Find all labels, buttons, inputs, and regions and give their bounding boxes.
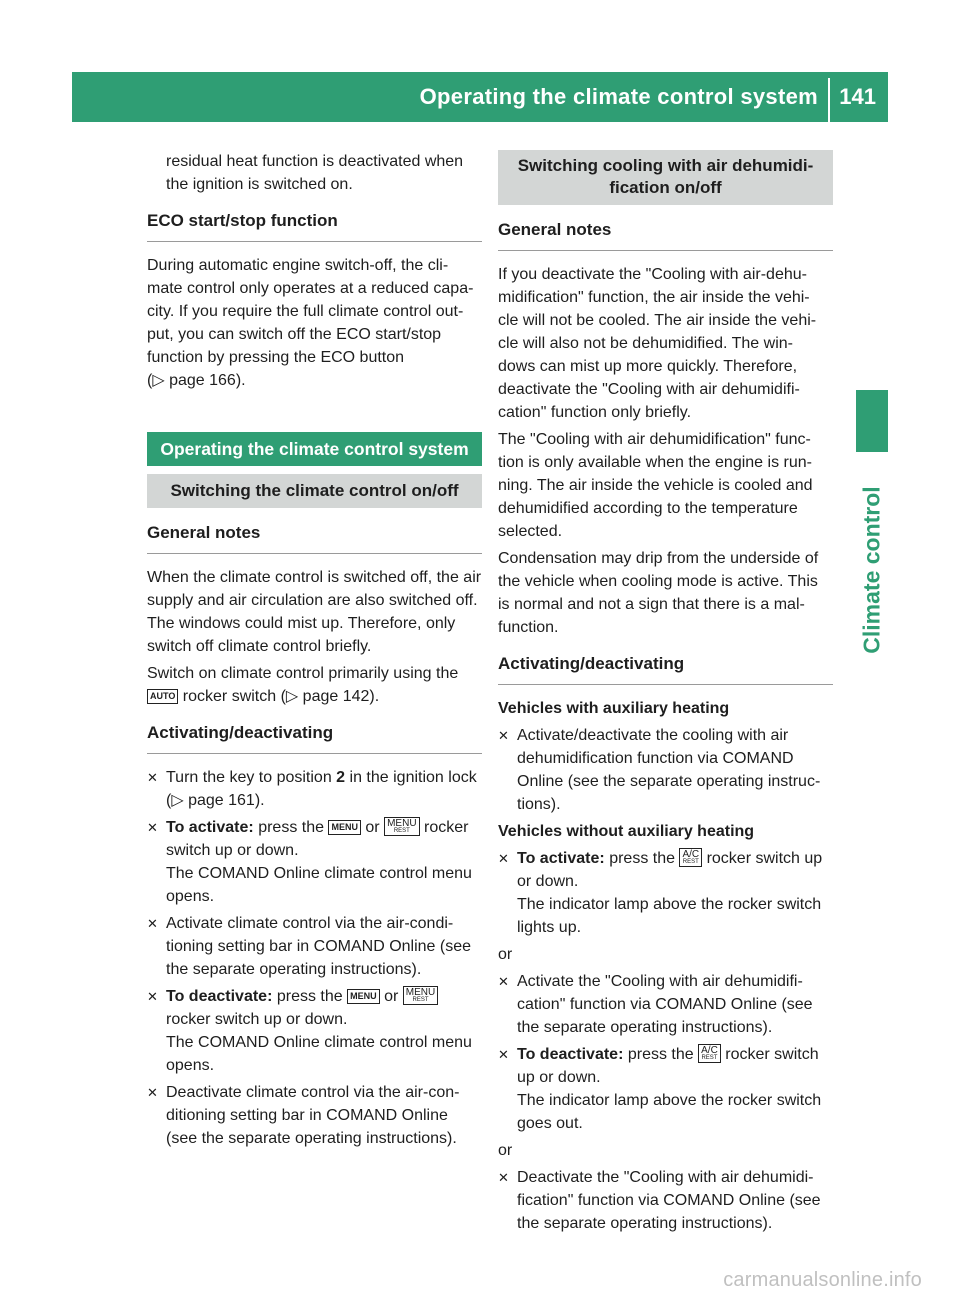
residual-heat-text: residual heat function is deactivated when the ignition is switched on. — [166, 153, 464, 193]
header-divider — [828, 78, 830, 122]
ac-rest-bottom: REST — [682, 859, 699, 865]
step-arrow-icon: ✕ — [498, 1047, 509, 1062]
step-text: Activate climate control via the air-condi- tioning setting bar in COMAND Online (see the separate operating instructions). — [166, 915, 472, 978]
or-text: or — [384, 988, 399, 1005]
step-arrow-icon: ✕ — [498, 974, 509, 989]
auto-button-icon: AUTO — [147, 689, 178, 704]
step-arrow-icon: ✕ — [147, 916, 158, 931]
general-notes-heading: General notes — [147, 522, 482, 554]
step-text: in the ignition lock (▷ page 161). — [166, 769, 477, 809]
or-text: or — [365, 819, 380, 836]
step-text: press the — [258, 819, 324, 836]
list-item — [498, 724, 833, 816]
section-bar: Operating the climate control system — [147, 432, 482, 466]
menu-rest-top: MENU — [387, 818, 417, 829]
menu-button-icon: MENU — [347, 989, 380, 1004]
step-label: To deactivate: — [166, 988, 273, 1005]
step-text: press the — [276, 988, 343, 1005]
general-notes-heading: General notes — [498, 219, 833, 251]
position-number: 2 — [336, 769, 346, 786]
step-arrow-icon: ✕ — [498, 1170, 509, 1185]
eco-text: During automatic engine switch-off, the cli- mate control only operates at a reduced capa- city. If you require the full climate control out- put, you can switch off the ECO start/stop function by pressing the ECO button — [147, 257, 474, 366]
step-text: Activate/deactivate the cooling with air dehumidification function via COMAND Online (see the separate operating instruc- tions). — [517, 727, 821, 813]
step-label: To activate: — [166, 819, 254, 836]
list-item — [147, 912, 482, 981]
menu-rest-bottom: REST — [393, 828, 410, 834]
menu-rest-top: MENU — [405, 987, 436, 998]
step-arrow-icon: ✕ — [147, 770, 158, 785]
eco-heading: ECO start/stop function — [147, 210, 482, 242]
step-label: To activate: — [517, 850, 605, 867]
auto-text-b[interactable]: rocker switch (▷ page 142). — [182, 688, 380, 705]
step-text: rocker switch up or down. — [517, 1046, 819, 1086]
eco-page-ref-link[interactable]: (▷ page 166). — [147, 372, 246, 389]
list-item — [498, 1166, 833, 1235]
list-item — [498, 970, 833, 1039]
step-result: The COMAND Online climate control menu opens. — [166, 865, 472, 905]
step-text: Turn the key to position — [166, 769, 332, 786]
eco-paragraph — [147, 254, 482, 392]
list-item — [498, 847, 833, 939]
subsection-bar: Switching the climate control on/off — [147, 474, 482, 508]
no-aux-heating-subheading: Vehicles without auxiliary heating — [498, 823, 755, 840]
step-text: press the — [609, 850, 675, 867]
step-arrow-icon: ✕ — [147, 1085, 158, 1100]
ac-top: A/C — [682, 849, 700, 860]
step-text: rocker switch up or down. — [166, 819, 469, 859]
menu-rest-bottom: REST — [412, 997, 429, 1003]
step-result: The COMAND Online climate control menu opens. — [166, 1034, 472, 1074]
step-text: rocker switch up or down. — [517, 850, 823, 890]
list-item — [147, 1081, 482, 1150]
step-label: To deactivate: — [517, 1046, 624, 1063]
page-number: 141 — [839, 84, 876, 109]
cooling-paragraph-3: Condensation may drip from the underside of the vehicle when cooling mode is active. This is normal and not a sign that there is a mal- function. — [498, 550, 819, 636]
menu-rest-button-icon — [384, 817, 419, 836]
step-text: Activate the "Cooling with air dehumidifi- cation" function via COMAND Online (see the separate operating instructions). — [517, 973, 813, 1036]
page-header — [72, 72, 888, 122]
aux-heating-subheading: Vehicles with auxiliary heating — [498, 700, 730, 717]
step-arrow-icon: ✕ — [147, 989, 158, 1004]
activating-heading: Activating/deactivating — [147, 722, 482, 754]
step-text: rocker switch up or down. — [166, 1011, 348, 1028]
menu-button-icon: MENU — [328, 820, 361, 835]
step-arrow-icon: ✕ — [498, 851, 509, 866]
list-item — [498, 1043, 833, 1135]
step-text: Deactivate the "Cooling with air dehumidi- fication" function via COMAND Online (see the separate operating instructions). — [517, 1169, 821, 1232]
step-arrow-icon: ✕ — [147, 820, 158, 835]
side-tab-marker — [856, 390, 888, 452]
subsection-bar: Switching cooling with air dehumidi- fication on/off — [498, 150, 833, 205]
activating-heading: Activating/deactivating — [498, 653, 833, 685]
ac-top: A/C — [701, 1045, 718, 1056]
ac-rest-button-icon — [698, 1044, 721, 1063]
step-text: press the — [627, 1046, 694, 1063]
ac-rest-bottom: REST — [701, 1055, 718, 1061]
list-item — [147, 816, 482, 908]
cooling-paragraph-2: The "Cooling with air dehumidification" func- tion is only available when the engine is run- ning. The air inside the vehicle is cooled and dehumidified according to the temperature selected. — [498, 431, 813, 540]
or-text: or — [498, 1142, 513, 1159]
step-arrow-icon: ✕ — [498, 728, 509, 743]
general-notes-paragraph-1: When the climate control is switched off, the air supply and air circulation are also switched off. The windows could mist up. Therefore, only switch off climate control briefly. — [147, 569, 482, 655]
header-title: Operating the climate control system — [419, 84, 818, 109]
cooling-paragraph-1: If you deactivate the "Cooling with air-dehu- midification" function, the air inside the vehi- cle will not be cooled. The air inside the vehi- cle will also not be dehumidified. The win- dows can mist up more quickly. Therefore, deactivate the "Cooling with air dehumidifi- cation" function only briefly. — [498, 266, 817, 421]
or-text: or — [498, 946, 513, 963]
ac-rest-button-icon — [679, 848, 702, 867]
right-column — [498, 150, 833, 1239]
menu-rest-button-icon — [403, 986, 438, 1005]
side-tab-label: Climate control — [858, 486, 885, 654]
step-text: Deactivate climate control via the air-con- ditioning setting bar in COMAND Online (see the separate operating instructions). — [166, 1084, 460, 1147]
watermark: carmanualsonline.info — [723, 1269, 922, 1291]
list-item — [147, 985, 482, 1077]
step-result: The indicator lamp above the rocker switch lights up. — [517, 896, 822, 936]
general-notes-paragraph-2 — [147, 662, 482, 708]
auto-text-a: Switch on climate control primarily using the — [147, 665, 459, 682]
step-result: The indicator lamp above the rocker switch goes out. — [517, 1092, 822, 1132]
left-column — [147, 150, 482, 1154]
list-item — [147, 766, 482, 812]
